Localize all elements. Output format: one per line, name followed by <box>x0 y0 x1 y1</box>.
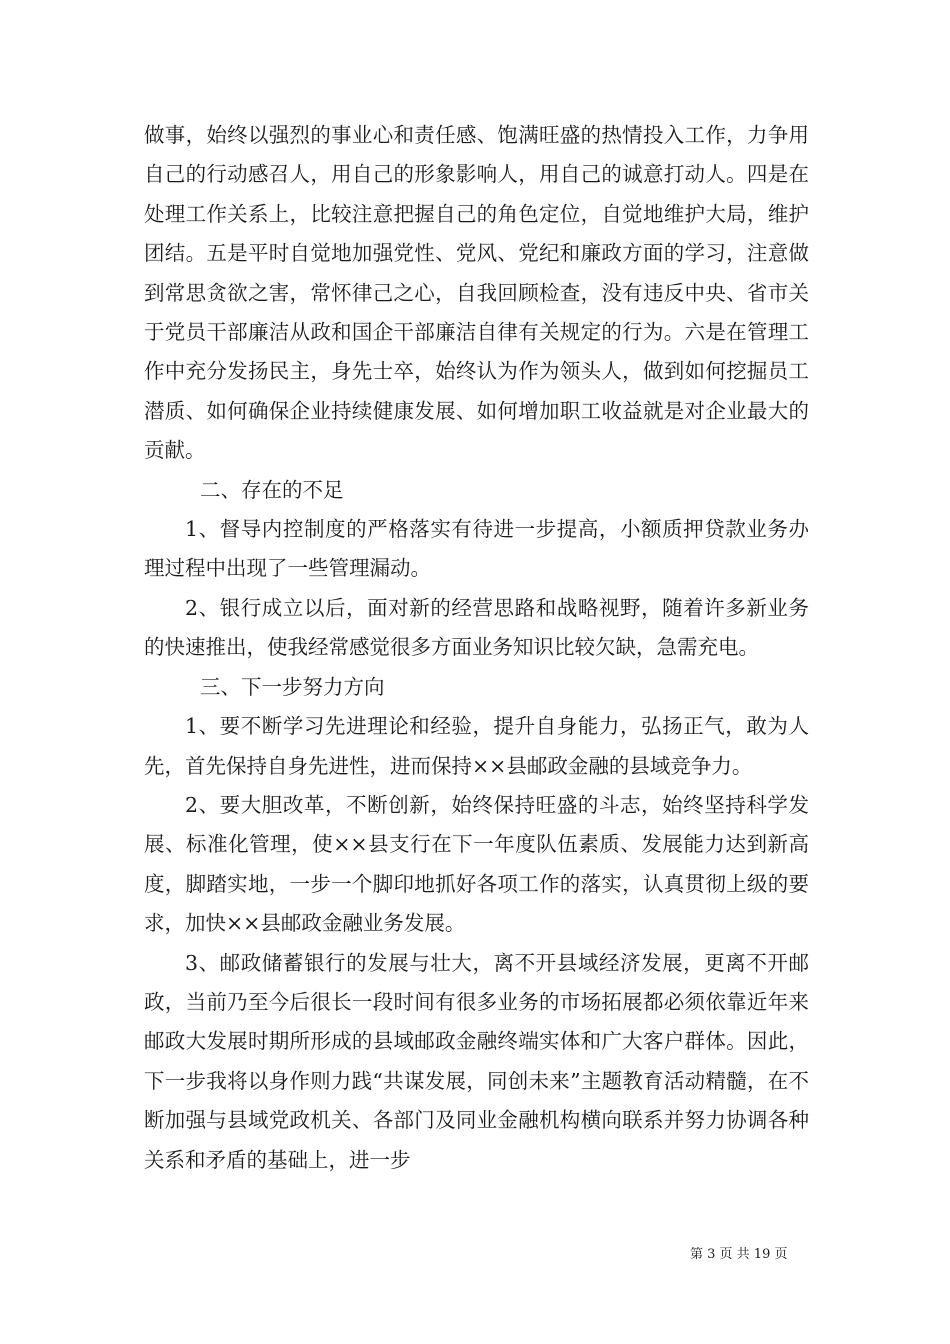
page-number-footer: 第 3 页 共 19 页 <box>690 1247 788 1262</box>
body-text <box>144 116 809 1180</box>
paragraph-next-step-1: 1、要不断学习先进理论和经验，提升自身能力，弘扬正气，敢为人先，首先保持自身先进性，进而保持××县邮政金融的县域竞争力。 <box>144 714 809 778</box>
paragraph-shortcoming-1: 1、督导内控制度的严格落实有待进一步提高，小额质押贷款业务办理过程中出现了一些管理漏动。 <box>144 517 809 581</box>
section-heading-shortcomings: 二、存在的不足 <box>200 477 344 502</box>
paragraph-next-step-2: 2、要大胆改革，不断创新，始终保持旺盛的斗志，始终坚持科学发展、标准化管理，使××县支行在下一年度队伍素质、发展能力达到新高度，脚踏实地，一步一个脚印地抓好各项工作的落实，认真贯彻上级的要求，加快××县邮政金融业务发展。 <box>144 792 809 936</box>
section-heading-next-steps: 三、下一步努力方向 <box>200 674 385 699</box>
paragraph-continuation: 做事，始终以强烈的事业心和责任感、饱满旺盛的热情投入工作，力争用自己的行动感召人，用自己的形象影响人，用自己的诚意打动人。四是在处理工作关系上，比较注意把握自己的角色定位，自觉地维护大局，维护团结。五是平时自觉地加强党性、党风、党纪和廉政方面的学习，注意做到常思贪欲之害，常怀律己之心，自我回顾检查，没有违反中央、省市关于党员干部廉洁从政和国企干部廉洁自律有关规定的行为。六是在管理工作中充分发扬民主，身先士卒，始终认为作为领头人，做到如何挖掘员工潜质、如何确保企业持续健康发展、如何增加职工收益就是对企业最大的贡献。 <box>144 123 809 463</box>
paragraph-next-step-3: 3、邮政储蓄银行的发展与壮大，离不开县域经济发展，更离不开邮政，当前乃至今后很长一段时间有很多业务的市场拓展都必须依靠近年来邮政大发展时期所形成的县域邮政金融终端实体和广大客户群体。因此，下一步我将以身作则力践“共谋发展，同创未来”主题教育活动精髓，在不断加强与县域党政机关、各部门及同业金融机构横向联系并努力协调各种关系和矛盾的基础上，进一步 <box>144 950 809 1172</box>
paragraph-shortcoming-2: 2、银行成立以后，面对新的经营思路和战略视野，随着许多新业务的快速推出，使我经常感觉很多方面业务知识比较欠缺，急需充电。 <box>144 595 809 660</box>
